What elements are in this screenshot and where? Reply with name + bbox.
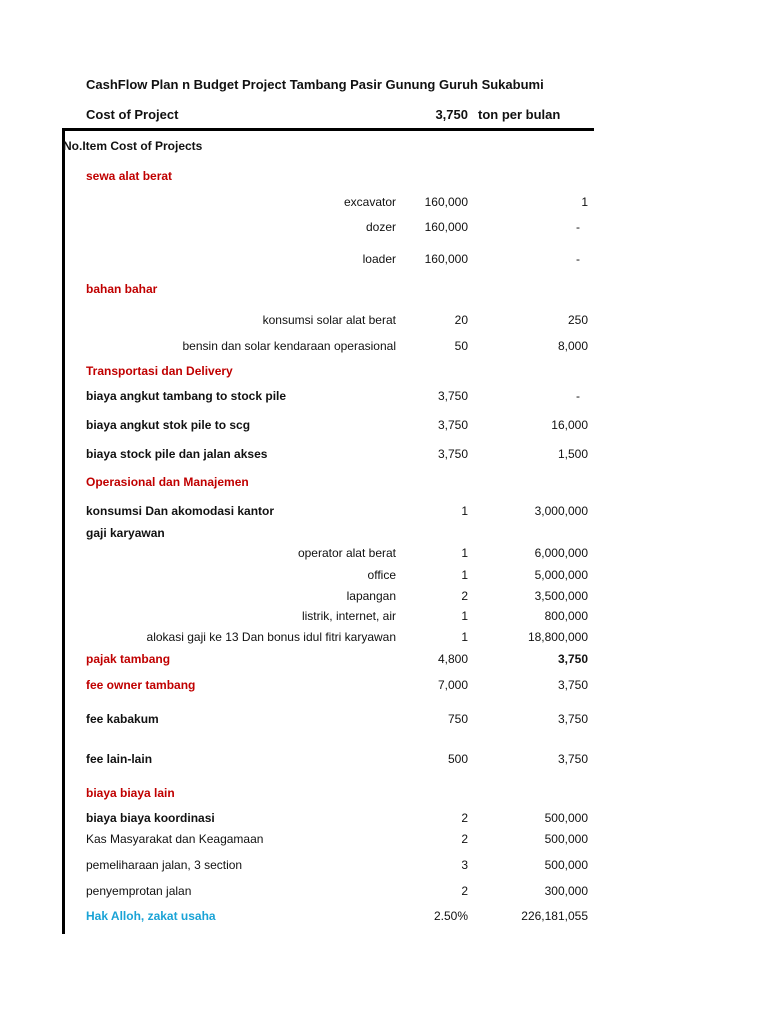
row-value-a: 160,000 xyxy=(424,195,468,209)
row-value-b: 3,000,000 xyxy=(534,504,588,518)
row-label-stock-pile: biaya stock pile dan jalan akses xyxy=(86,447,268,461)
row-value-a: 20 xyxy=(454,313,468,327)
row-label-angkut-scg: biaya angkut stok pile to scg xyxy=(86,418,251,432)
row-value-b: 800,000 xyxy=(544,609,588,623)
row-value-b: 300,000 xyxy=(544,884,588,898)
row-value-b: 1 xyxy=(581,195,588,209)
row-value-a: 3 xyxy=(461,858,468,872)
row-value-a: 160,000 xyxy=(424,220,468,234)
row-value-b: - xyxy=(576,220,580,234)
row-value-a: 1 xyxy=(461,609,468,623)
row-value-a: 7,000 xyxy=(437,678,468,692)
row-label-gaji: gaji karyawan xyxy=(86,526,165,540)
row-value-a: 2 xyxy=(461,832,468,846)
row-value-a: 3,750 xyxy=(437,447,468,461)
section-pajak-tambang: pajak tambang xyxy=(86,652,171,666)
row-value-b: 226,181,055 xyxy=(521,909,588,923)
row-value-b: 3,750 xyxy=(557,678,588,692)
cost-value: 3,750 xyxy=(435,107,468,122)
cost-label: Cost of Project xyxy=(86,107,179,122)
row-label-koordinasi: biaya biaya koordinasi xyxy=(86,811,215,825)
row-label-solar: konsumsi solar alat berat xyxy=(262,313,396,327)
section-bahan-bahar: bahan bahar xyxy=(86,282,158,296)
row-label-office: office xyxy=(367,568,396,582)
row-label-lain-lain: fee lain-lain xyxy=(86,752,153,766)
section-sewa-alat-berat: sewa alat berat xyxy=(86,169,173,183)
row-value-b: 500,000 xyxy=(544,811,588,825)
row-value-b: - xyxy=(576,389,580,403)
row-value-b: 3,750 xyxy=(557,652,588,666)
row-label-angkut-tambang: biaya angkut tambang to stock pile xyxy=(86,389,287,403)
row-value-b: 3,750 xyxy=(557,712,588,726)
row-value-b: 3,750 xyxy=(557,752,588,766)
section-biaya-lain: biaya biaya lain xyxy=(86,786,175,800)
row-value-b: 500,000 xyxy=(544,858,588,872)
row-label-dozer: dozer xyxy=(365,220,396,234)
row-value-a: 2 xyxy=(461,589,468,603)
row-value-a: 4,800 xyxy=(437,652,468,666)
row-value-a: 1 xyxy=(461,546,468,560)
row-value-b: 6,000,000 xyxy=(534,546,588,560)
section-zakat: Hak Alloh, zakat usaha xyxy=(86,909,216,923)
row-value-a: 1 xyxy=(461,568,468,582)
row-value-b: - xyxy=(576,252,580,266)
row-value-a: 1 xyxy=(461,630,468,644)
row-value-a: 3,750 xyxy=(437,418,468,432)
row-value-b: 3,500,000 xyxy=(534,589,588,603)
row-value-a: 500 xyxy=(447,752,468,766)
table-top-border xyxy=(62,128,594,131)
row-value-b: 16,000 xyxy=(551,418,588,432)
row-label-bensin: bensin dan solar kendaraan operasional xyxy=(182,339,396,353)
row-value-a: 1 xyxy=(461,504,468,518)
row-value-a: 2 xyxy=(461,884,468,898)
row-label-listrik: listrik, internet, air xyxy=(301,609,396,623)
row-label-kas: Kas Masyarakat dan Keagamaan xyxy=(86,832,264,846)
row-value-a: 50 xyxy=(454,339,468,353)
row-label-excavator: excavator xyxy=(343,195,396,209)
row-label-lapangan: lapangan xyxy=(346,589,396,603)
row-value-a: 750 xyxy=(447,712,468,726)
row-label-loader: loader xyxy=(362,252,396,266)
table-left-border xyxy=(62,128,65,934)
row-value-b: 500,000 xyxy=(544,832,588,846)
row-value-a: 2 xyxy=(461,811,468,825)
row-label-penyemprotan: penyemprotan jalan xyxy=(86,884,192,898)
page-title: CashFlow Plan n Budget Project Tambang Pasir Gunung Guruh Sukabumi xyxy=(86,77,544,92)
row-value-a: 2.50% xyxy=(433,909,468,923)
row-label-pemeliharaan: pemeliharaan jalan, 3 section xyxy=(86,858,243,872)
section-transportasi: Transportasi dan Delivery xyxy=(86,364,233,378)
row-label-kantor: konsumsi Dan akomodasi kantor xyxy=(86,504,275,518)
row-label-operator: operator alat berat xyxy=(297,546,396,560)
row-value-b: 18,800,000 xyxy=(527,630,588,644)
row-value-a: 3,750 xyxy=(437,389,468,403)
section-fee-owner: fee owner tambang xyxy=(86,678,196,692)
column-header: No.Item Cost of Projects xyxy=(63,139,203,153)
row-label-kabakum: fee kabakum xyxy=(86,712,159,726)
row-value-b: 250 xyxy=(567,313,588,327)
row-value-b: 8,000 xyxy=(557,339,588,353)
section-operasional: Operasional dan Manajemen xyxy=(86,475,249,489)
row-label-alokasi: alokasi gaji ke 13 Dan bonus idul fitri karyawan xyxy=(146,630,396,644)
row-value-a: 160,000 xyxy=(424,252,468,266)
row-value-b: 5,000,000 xyxy=(534,568,588,582)
cost-unit: ton per bulan xyxy=(478,107,561,122)
row-value-b: 1,500 xyxy=(557,447,588,461)
